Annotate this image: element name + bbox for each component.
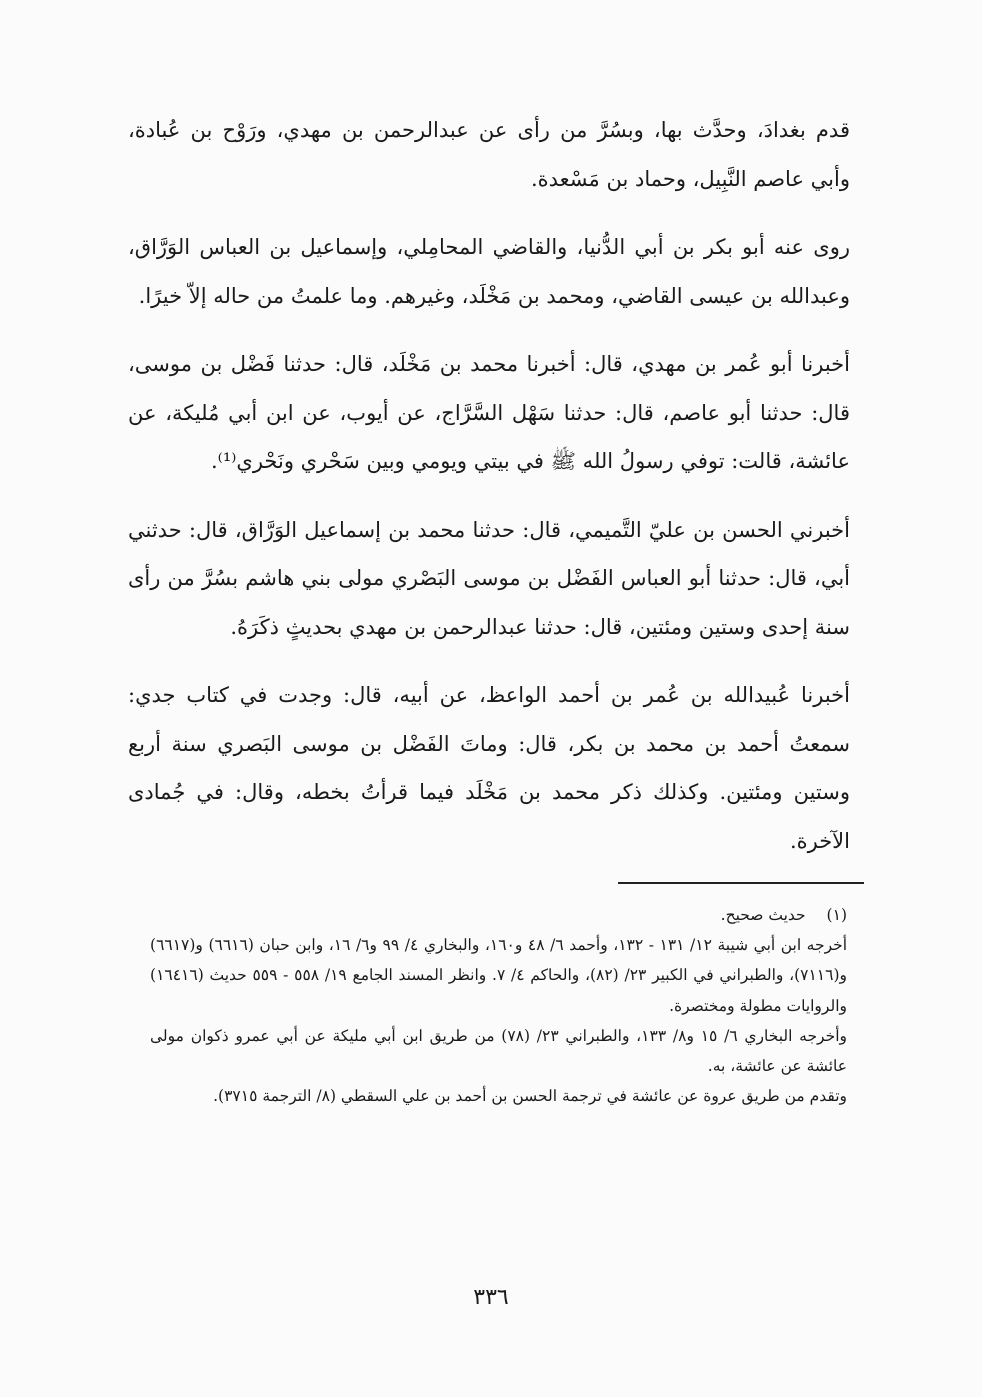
footnote-paragraph-1: أخرجه ابن أبي شيبة ١٢/ ١٣١ - ١٣٢، وأحمد ٦/ ٤٨ و١٦٠، والبخاري ٤/ ٩٩ و٦/ ١٦، وابن حبان (٦٦١٦) و(٦٦١٧) و(٧١١٦)، والطبراني في الكبير ٢٣/ (٨٢)، والحاكم ٤/ ٧. وانظر المسند الجامع ١٩/ ٥٥٨ - ٥٥٩ حديث (١٦٤١٦) والروايات مطولة ومختصرة. (150, 936, 848, 1015)
footnotes (150, 900, 847, 1111)
footnote-heading-line (150, 900, 847, 930)
main-text (128, 106, 850, 885)
footnote-number: (١) (826, 906, 847, 924)
main-paragraph-2: روى عنه أبو بكر بن أبي الدُّنيا، والقاضي المحامِلي، وإسماعيل بن العباس الوَرَّاق، وعبدالله بن عيسى القاضي، ومحمد بن مَخْلَد، وغيرهم. وما علمتُ من حاله إلاّ خيرًا. (128, 235, 850, 308)
main-paragraph-5: أخبرنا عُبيدالله بن عُمر بن أحمد الواعظ، عن أبيه، قال: وجدت في كتاب جدي: سمعتُ أحمد بن محمد بن بكر، قال: وماتَ الفَضْل بن موسى البَصري سنة أربع وستين ومئتين. وكذلك ذكر محمد بن مَخْلَد فيما قرأتُ بخطه، وقال: في جُمادى الآخرة. (128, 683, 850, 853)
main-paragraph-3: أخبرنا أبو عُمر بن مهدي، قال: أخبرنا محمد بن مَخْلَد، قال: حدثنا فَضْل بن موسى، قال: حدثنا أبو عاصم، قال: حدثنا سَهْل السَّرَّاج، عن أيوب، عن ابن أبي مُليكة، عن عائشة، قالت: توفي رسولُ الله ﷺ في بيتي ويومي وبين سَحْري ونَحْري⁽¹⁾. (128, 352, 850, 473)
main-paragraph-1: قدم بغدادَ، وحدَّث بها، وبسُرَّ من رأى عن عبدالرحمن بن مهدي، ورَوْح بن عُبادة، وأبي عاصم النَّبِيل، وحماد بن مَسْعدة. (128, 118, 850, 191)
page-number: ٣٣٦ (473, 1285, 509, 1310)
footnote-heading: حديث صحيح. (720, 906, 806, 924)
main-paragraph-4: أخبرني الحسن بن عليّ التَّميمي، قال: حدثنا محمد بن إسماعيل الوَرَّاق، قال: حدثني أبي، قال: حدثنا أبو العباس الفَضْل بن موسى البَصْري مولى بني هاشم بسُرَّ من رأى سنة إحدى وستين ومئتين، قال: حدثنا عبدالرحمن بن مهدي بحديثٍ ذكَرَهُ. (128, 517, 850, 639)
footnote-paragraph-3: وتقدم من طريق عروة عن عائشة في ترجمة الحسن بن أحمد بن علي السقطي (٨/ الترجمة ٣٧١٥). (213, 1087, 847, 1106)
footnote-paragraph-2: وأخرجه البخاري ٦/ ١٥ و٨/ ١٣٣، والطبراني ٢٣/ (٧٨) من طريق ابن أبي مليكة عن أبي عمرو ذكوان مولى عائشة عن عائشة، به. (150, 1026, 847, 1076)
footnote-separator (618, 882, 864, 884)
